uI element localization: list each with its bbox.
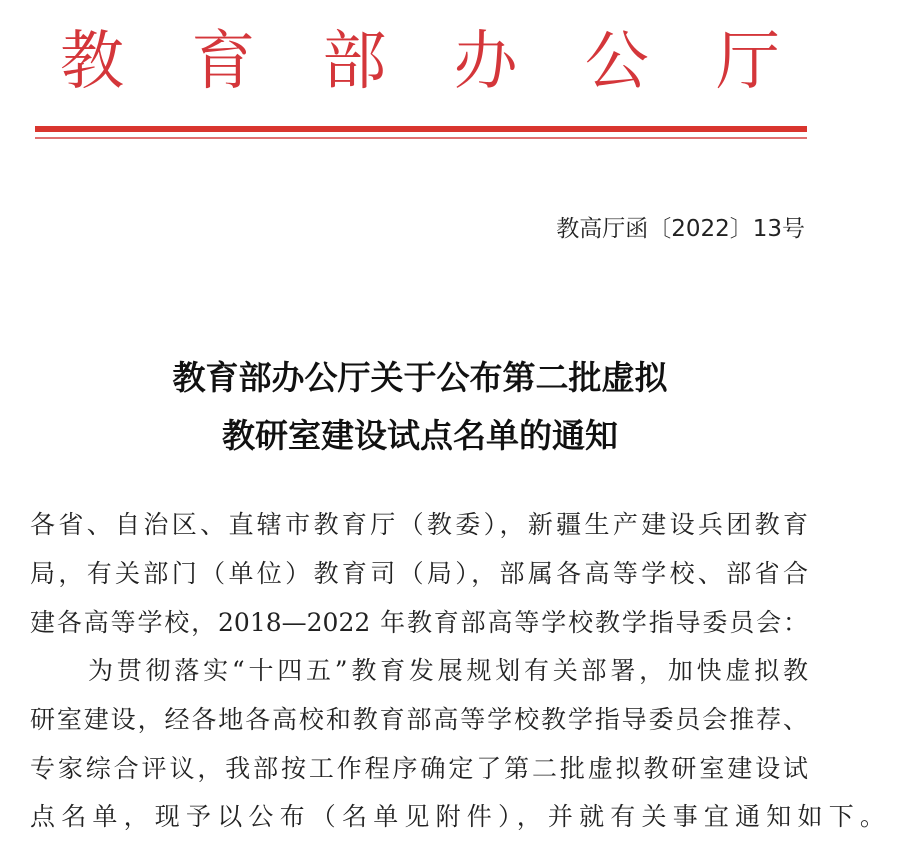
body-line: 局，有关部门（单位）教育司（局），部属各高等学校、部省合 xyxy=(30,559,808,588)
document-title-line-1: 教育部办公厅关于公布第二批虚拟 xyxy=(172,358,668,397)
body-line: 建各高等学校，2018—2022 年教育部高等学校教学指导委员会： xyxy=(30,608,808,637)
document-title-line-2: 教研室建设试点名单的通知 xyxy=(222,416,618,455)
body-line: 点名单，现予以公布（名单见附件），并就有关事宜通知如下。 xyxy=(30,802,892,831)
body-line: 为贯彻落实“十四五”教育发展规划有关部署，加快虚拟教 xyxy=(88,656,808,685)
body-line: 研室建设，经各地各高校和教育部高等学校教学指导委员会推荐、 xyxy=(30,705,808,734)
masthead xyxy=(60,22,780,102)
red-divider-thin xyxy=(35,137,807,139)
document-number: 教高厅函〔2022〕13号 xyxy=(556,216,805,242)
masthead-char: 育 xyxy=(191,25,256,99)
red-divider-thick xyxy=(35,126,807,132)
body-line: 专家综合评议，我部按工作程序确定了第二批虚拟教研室建设试 xyxy=(30,754,808,783)
masthead-char: 部 xyxy=(322,25,387,99)
masthead-char: 公 xyxy=(584,25,649,99)
masthead-char: 教 xyxy=(60,25,124,99)
body-line: 各省、自治区、直辖市教育厅（教委），新疆生产建设兵团教育 xyxy=(30,510,808,539)
masthead-char: 办 xyxy=(453,25,518,99)
masthead-char: 厅 xyxy=(715,25,780,99)
